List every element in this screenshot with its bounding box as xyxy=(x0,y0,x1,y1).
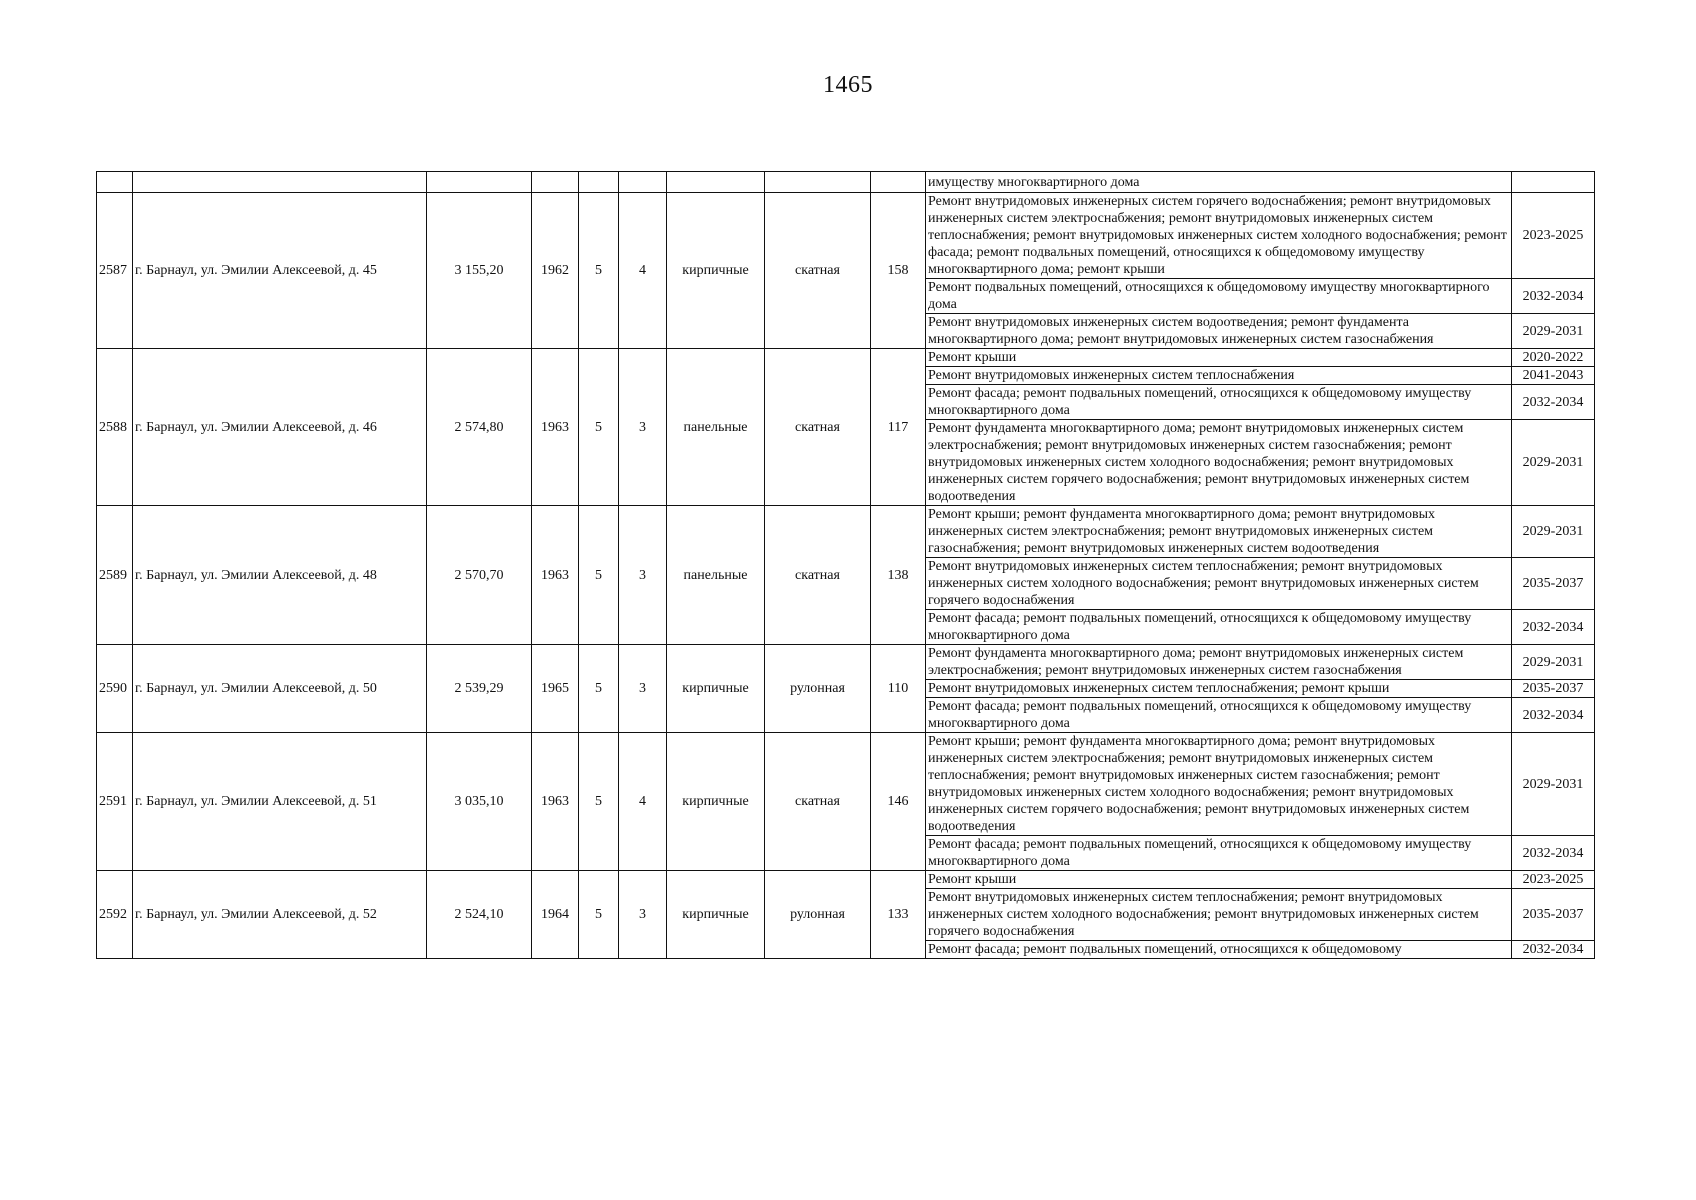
row-number: 2592 xyxy=(97,871,133,959)
building-address: г. Барнаул, ул. Эмилии Алексеевой, д. 46 xyxy=(133,349,427,506)
work-period: 2032-2034 xyxy=(1512,610,1595,645)
row-number: 2587 xyxy=(97,193,133,349)
work-description: Ремонт внутридомовых инженерных систем теплоснабжения xyxy=(926,367,1512,385)
floors-count: 5 xyxy=(579,506,619,645)
roof-type: скатная xyxy=(765,733,871,871)
total-area: 2 539,29 xyxy=(427,645,532,733)
work-period: 2020-2022 xyxy=(1512,349,1595,367)
apartments-count: 133 xyxy=(871,871,926,959)
work-description: Ремонт фасада; ремонт подвальных помещений, относящихся к общедомовому имуществу многоквартирного дома xyxy=(926,610,1512,645)
wall-material: кирпичные xyxy=(667,871,765,959)
floors-count: 5 xyxy=(579,733,619,871)
build-year: 1963 xyxy=(532,506,579,645)
work-description: Ремонт фасада; ремонт подвальных помещений, относящихся к общедомовому xyxy=(926,941,1512,959)
work-description: Ремонт фасада; ремонт подвальных помещений, относящихся к общедомовому имуществу многоквартирного дома xyxy=(926,385,1512,420)
floors-count: 5 xyxy=(579,193,619,349)
total-area: 2 574,80 xyxy=(427,349,532,506)
building-row xyxy=(97,349,1595,367)
work-period: 2023-2025 xyxy=(1512,871,1595,889)
work-description: Ремонт крыши; ремонт фундамента многоквартирного дома; ремонт внутридомовых инженерных систем электроснабжения; ремонт внутридомовых инженерных систем теплоснабжения; ремонт внутридомовых инженерных систем газоснабжения; ремонт внутридомовых инженерных систем холодного водоснабжения; ремонт внутридомовых инженерных систем горячего водоснабжения; ремонт внутридомовых инженерных систем водоотведения xyxy=(926,733,1512,836)
work-period: 2032-2034 xyxy=(1512,279,1595,314)
work-period: 2035-2037 xyxy=(1512,680,1595,698)
building-address: г. Барнаул, ул. Эмилии Алексеевой, д. 50 xyxy=(133,645,427,733)
build-year: 1962 xyxy=(532,193,579,349)
floors-count: 5 xyxy=(579,645,619,733)
roof-type: рулонная xyxy=(765,645,871,733)
work-period: 2029-2031 xyxy=(1512,733,1595,836)
carryover-row xyxy=(97,172,1595,193)
building-row xyxy=(97,645,1595,680)
work-description: Ремонт внутридомовых инженерных систем теплоснабжения; ремонт внутридомовых инженерных систем холодного водоснабжения; ремонт внутридомовых инженерных систем горячего водоснабжения xyxy=(926,889,1512,941)
work-description: Ремонт внутридомовых инженерных систем горячего водоснабжения; ремонт внутридомовых инженерных систем электроснабжения; ремонт внутридомовых инженерных систем теплоснабжения; ремонт внутридомовых инженерных систем холодного водоснабжения; ремонт фасада; ремонт подвальных помещений, относящихся к общедомовому имуществу многоквартирного дома; ремонт крыши xyxy=(926,193,1512,279)
build-year: 1963 xyxy=(532,733,579,871)
work-period: 2032-2034 xyxy=(1512,836,1595,871)
building-row xyxy=(97,193,1595,279)
apartments-count: 110 xyxy=(871,645,926,733)
total-area: 2 524,10 xyxy=(427,871,532,959)
building-row xyxy=(97,506,1595,558)
table-body xyxy=(97,172,1595,959)
work-description: Ремонт внутридомовых инженерных систем теплоснабжения; ремонт крыши xyxy=(926,680,1512,698)
work-period: 2032-2034 xyxy=(1512,941,1595,959)
apartments-count: 117 xyxy=(871,349,926,506)
building-row xyxy=(97,871,1595,889)
work-description: Ремонт фундамента многоквартирного дома; ремонт внутридомовых инженерных систем электроснабжения; ремонт внутридомовых инженерных систем газоснабжения; ремонт внутридомовых инженерных систем холодного водоснабжения; ремонт внутридомовых инженерных систем горячего водоснабжения; ремонт внутридомовых инженерных систем водоотведения xyxy=(926,420,1512,506)
build-year: 1964 xyxy=(532,871,579,959)
work-period: 2029-2031 xyxy=(1512,314,1595,349)
total-area: 2 570,70 xyxy=(427,506,532,645)
roof-type: рулонная xyxy=(765,871,871,959)
roof-type: скатная xyxy=(765,349,871,506)
row-number: 2591 xyxy=(97,733,133,871)
work-period: 2029-2031 xyxy=(1512,645,1595,680)
floors-count: 5 xyxy=(579,871,619,959)
work-description: Ремонт фасада; ремонт подвальных помещений, относящихся к общедомовому имуществу многоквартирного дома xyxy=(926,836,1512,871)
work-description: Ремонт крыши xyxy=(926,349,1512,367)
work-description: Ремонт внутридомовых инженерных систем теплоснабжения; ремонт внутридомовых инженерных систем холодного водоснабжения; ремонт внутридомовых инженерных систем горячего водоснабжения xyxy=(926,558,1512,610)
work-description: Ремонт крыши xyxy=(926,871,1512,889)
apartments-count: 146 xyxy=(871,733,926,871)
total-area: 3 155,20 xyxy=(427,193,532,349)
entrances-count: 3 xyxy=(619,506,667,645)
capital-repair-table xyxy=(96,171,1595,959)
building-row xyxy=(97,733,1595,836)
wall-material: кирпичные xyxy=(667,193,765,349)
roof-type: скатная xyxy=(765,506,871,645)
work-description: Ремонт фундамента многоквартирного дома; ремонт внутридомовых инженерных систем электроснабжения; ремонт внутридомовых инженерных систем газоснабжения xyxy=(926,645,1512,680)
entrances-count: 3 xyxy=(619,645,667,733)
building-address: г. Барнаул, ул. Эмилии Алексеевой, д. 48 xyxy=(133,506,427,645)
work-period: 2023-2025 xyxy=(1512,193,1595,279)
building-address: г. Барнаул, ул. Эмилии Алексеевой, д. 51 xyxy=(133,733,427,871)
work-description: Ремонт подвальных помещений, относящихся к общедомовому имуществу многоквартирного дома xyxy=(926,279,1512,314)
page-number: 1465 xyxy=(823,72,873,98)
work-period: 2032-2034 xyxy=(1512,385,1595,420)
build-year: 1965 xyxy=(532,645,579,733)
entrances-count: 4 xyxy=(619,733,667,871)
work-period: 2041-2043 xyxy=(1512,367,1595,385)
work-period: 2029-2031 xyxy=(1512,420,1595,506)
entrances-count: 3 xyxy=(619,349,667,506)
row-number: 2588 xyxy=(97,349,133,506)
work-description: Ремонт внутридомовых инженерных систем водоотведения; ремонт фундамента многоквартирного дома; ремонт внутридомовых инженерных систем газоснабжения xyxy=(926,314,1512,349)
carryover-work-text: имуществу многоквартирного дома xyxy=(926,172,1512,193)
total-area: 3 035,10 xyxy=(427,733,532,871)
floors-count: 5 xyxy=(579,349,619,506)
carryover-period xyxy=(1512,172,1595,193)
work-description: Ремонт крыши; ремонт фундамента многоквартирного дома; ремонт внутридомовых инженерных систем электроснабжения; ремонт внутридомовых инженерных систем газоснабжения; ремонт внутридомовых инженерных систем водоотведения xyxy=(926,506,1512,558)
building-address: г. Барнаул, ул. Эмилии Алексеевой, д. 52 xyxy=(133,871,427,959)
work-period: 2029-2031 xyxy=(1512,506,1595,558)
work-period: 2035-2037 xyxy=(1512,558,1595,610)
entrances-count: 3 xyxy=(619,871,667,959)
wall-material: панельные xyxy=(667,349,765,506)
wall-material: кирпичные xyxy=(667,645,765,733)
apartments-count: 138 xyxy=(871,506,926,645)
work-period: 2032-2034 xyxy=(1512,698,1595,733)
entrances-count: 4 xyxy=(619,193,667,349)
row-number: 2589 xyxy=(97,506,133,645)
work-period: 2035-2037 xyxy=(1512,889,1595,941)
row-number: 2590 xyxy=(97,645,133,733)
roof-type: скатная xyxy=(765,193,871,349)
wall-material: кирпичные xyxy=(667,733,765,871)
building-address: г. Барнаул, ул. Эмилии Алексеевой, д. 45 xyxy=(133,193,427,349)
wall-material: панельные xyxy=(667,506,765,645)
build-year: 1963 xyxy=(532,349,579,506)
work-description: Ремонт фасада; ремонт подвальных помещений, относящихся к общедомовому имуществу многоквартирного дома xyxy=(926,698,1512,733)
apartments-count: 158 xyxy=(871,193,926,349)
